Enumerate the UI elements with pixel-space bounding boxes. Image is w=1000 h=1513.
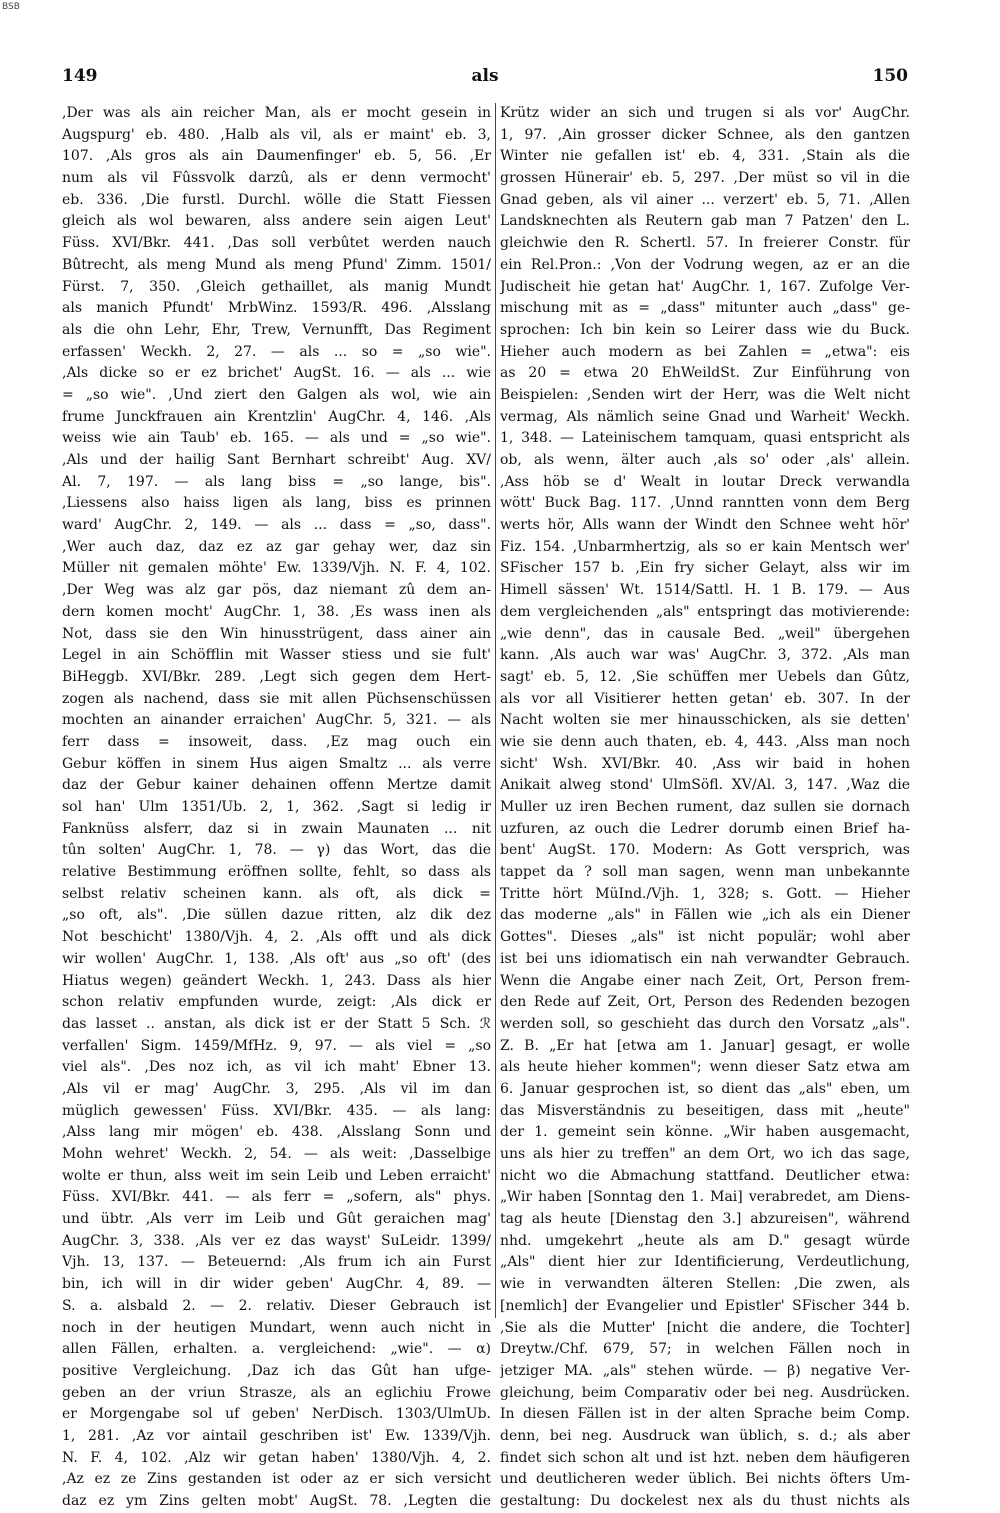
text-line: Nacht wolten sie mer hinausschicken, als sie detten' — [500, 712, 910, 729]
text-line: ,Der was als ain reicher Man, als er mocht gesein in — [62, 105, 491, 121]
text-line: denn, bei neg. Ausdruck wan üblich, s. d.; als aber — [500, 1427, 910, 1444]
text-line: schon relativ empfunden wurde, zeigt: ,Als dick er — [62, 994, 491, 1011]
text-line: weiss wie ain Taub' eb. 165. — als und = „so wie". — [62, 430, 491, 447]
left-column — [62, 103, 491, 1513]
text-line: daz ez ym Zins gelten mobt' AugSt. 78. ,Legten die — [62, 1493, 491, 1509]
text-line: ,Als dicke so er ez brichet' AugSt. 16. — als ... wie — [62, 365, 491, 382]
text-line: ,Liessens also haiss ligen als lang, biss es prinnen — [62, 495, 491, 512]
text-line: nicht wo die Abmachung stattfand. Deutlicher etwa: — [500, 1167, 910, 1184]
text-line: bent' AugSt. 170. Modern: As Gott versprich, was — [500, 842, 910, 859]
text-line: grossen Hünerair' eb. 5, 297. ,Der müst so vil in die — [500, 170, 910, 187]
text-line: das moderne „als" in Fällen wie „ich als ein Diener — [500, 907, 910, 924]
text-line: uzfuren, az ouch die Ledrer dorumb einen Brief ha- — [500, 820, 910, 837]
text-line: als manich Pfundt' MrbWinz. 1593/R. 496. ,Alsslang — [62, 300, 491, 317]
text-line: ,Als und der hailig Sant Bernhart schreibt' Aug. XV/ — [62, 452, 491, 468]
text-line: num als vil Fûssvolk darzû, als er denn vermocht' — [62, 170, 491, 187]
text-line: nhd. umgekehrt „heute als am D." gesagt würde — [500, 1232, 910, 1249]
column-divider — [495, 103, 496, 1318]
text-line: AugChr. 3, 338. ,Als ver ez das wayst' SuLeidr. 1399/ — [62, 1232, 491, 1249]
text-line: Wenn die Angabe einer nach Zeit, Ort, Person frem- — [500, 972, 910, 989]
text-line: Fürst. 7, 350. ,Gleich gethaillet, als manig Mundt — [62, 278, 491, 295]
text-line: Füss. XVI/Bkr. 441. ,Das soll verbûtet werden nauch — [62, 235, 491, 252]
text-line: gleich als wol bewaren, alss andere sein aigen Leut' — [62, 213, 491, 230]
text-line: S. a. alsbald 2. — 2. relativ. Dieser Gebrauch ist — [62, 1297, 491, 1314]
text-line: Anikait alweg stond' UlmSöfl. XV/Al. 3, 147. ,Waz die — [500, 777, 910, 794]
text-line: wolte er thun, alss weit im sein Leib und Leben erraicht' — [62, 1167, 491, 1184]
text-line: verfallen' Sigm. 1459/MfHz. 9, 97. — als viel = „so — [62, 1037, 491, 1054]
text-line: selbst relativ scheinen kann. als oft, als dick = — [62, 885, 491, 902]
page-number-left: 149 — [62, 66, 98, 86]
text-line: viel als". ,Des noz ich, as vil ich maht' Ebner 13. — [62, 1059, 491, 1076]
text-line: ,Ass höb se d' Wealt in loutar Dreck verwandla — [500, 473, 910, 490]
text-line: Fiz. 154. ,Unbarmhertzig, als so er kain Mentsch wer' — [500, 538, 910, 555]
text-line: und übtr. ,Als verr im Leib und Gût geraichen mag' — [62, 1211, 491, 1228]
text-line: Augspurg' eb. 480. ,Halb als vil, als er maint' eb. 3, — [62, 126, 491, 143]
text-line: BiHeggb. XVI/Bkr. 289. ,Legt sich gegen dem Hert- — [62, 668, 491, 685]
text-line: wött' Buck Bag. 117. ,Unnd ranntten vonn dem Berg — [500, 495, 910, 512]
text-line: ,Alss lang mir mögen' eb. 438. ,Alsslang Sonn und — [62, 1124, 491, 1141]
text-line: er Morgengabe sol uf geben' NerDisch. 1303/UlmUb. — [62, 1406, 491, 1423]
text-line: Tritte hört MüInd./Vjh. 1, 328; s. Gott. — Hieher — [500, 885, 910, 902]
text-line: werden soll, so geschieht das durch den Vorsatz „als". — [500, 1015, 910, 1032]
text-line: [nemlich] der Evangelier und Epistler' SFischer 344 b. — [500, 1297, 910, 1314]
text-line: ist bei uns idiomatisch ein nah verwandter Gebrauch. — [500, 950, 910, 967]
text-line: Gebur köffen in sinem Hus aigen Smaltz ... als verre — [62, 755, 491, 772]
text-line: daz der Gebur kainer dehainen offenn Mertze damit — [62, 777, 491, 794]
text-line: Dreytw./Chf. 679, 57; in welchen Fällen noch in — [500, 1341, 910, 1358]
text-line: Legel in ain Schöfflin mit Wasser stiess und sie fult' — [62, 647, 491, 664]
text-line: allen Fällen, erhalten. a. vergleichend: „wie". — α) — [62, 1341, 491, 1358]
text-line: Füss. XVI/Bkr. 441. — als ferr = „sofern, als" phys. — [62, 1189, 491, 1206]
text-line: ferr dass = insoweit, dass. ,Ez mag ouch ein — [62, 733, 491, 750]
text-line: sagt' eb. 5, 12. ,Sie schüffen mer Uebels dan Gûtz, — [500, 668, 910, 685]
text-line: Gnad geben, als vil ainer ... verzert' eb. 5, 71. ,Allen — [500, 191, 910, 208]
text-line: kann. ,Als auch war was' AugChr. 3, 372. ,Als man — [500, 647, 910, 664]
text-line: Not, dass sie den Win hinusstrügent, dass ainer ain — [62, 625, 491, 642]
text-line: das lasset .. anstan, als dick ist er der Statt 5 Sch. ℛ — [62, 1015, 491, 1032]
text-line: als vor all Visitierer hetten getan' eb. 307. In der — [500, 690, 910, 707]
text-line: 6. Januar gesprochen ist, so dient das „als" eben, um — [500, 1080, 910, 1097]
text-line: tag als heute [Dienstag den 3.] abzureisen", während — [500, 1211, 910, 1228]
text-line: „so oft, als". ,Die süllen dazue ritten, alz dik dez — [62, 907, 491, 924]
text-line: Z. B. „Er hat [etwa am 1. Januar] gesagt, er wolle — [500, 1037, 910, 1054]
text-line: sprochen: Ich bin kein so Leirer dass wie du Buck. — [500, 321, 910, 338]
text-line: = „so wie". ,Und ziert den Galgen als wol, wie ain — [62, 386, 491, 403]
text-line: gestaltung: Du dockelest nex als du thust nichts als — [500, 1493, 910, 1509]
text-line: ,Az ez ze Zins gestanden ist oder az er sich versicht — [62, 1471, 491, 1488]
text-line: uns als hier zu treffen" an dem Ort, wo ich das sage, — [500, 1146, 910, 1162]
text-line: erfassen' Weckh. 2, 27. — als ... so = „so wie". — [62, 343, 491, 360]
page-header — [62, 66, 908, 88]
text-line: das Misverständnis zu beseitigen, dass mit „heute" — [500, 1102, 910, 1119]
text-line: Krütz wider an sich und trugen si als vor' AugChr. — [500, 105, 910, 121]
text-line: Muller uz iren Bechen rument, daz sullen sie dornach — [500, 799, 910, 815]
text-line: müglich gewessen' Füss. XVI/Bkr. 435. — als lang: — [62, 1102, 491, 1119]
text-line: Al. 7, 197. — als lang biss = „so lange, bis". — [62, 473, 491, 490]
text-line: tappet da ? soll man sagen, wenn man unbekannte — [500, 864, 910, 881]
text-line: ob, als wenn, älter auch ,als so' oder ,als' allein. — [500, 452, 910, 468]
text-line: „Als" dient hier zur Identificierung, Verdeutlichung, — [500, 1254, 910, 1271]
text-line: zogen als nachend, dass sie mit allen Püchsenschüssen — [62, 690, 491, 707]
text-line: mochten an ainander erraichen' AugChr. 5, 321. — als — [62, 712, 491, 729]
text-line: Fanknüss alsferr, daz si in zwain Maunaten ... nit — [62, 820, 491, 837]
text-line: mischung mit as = „dass" mitunter auch „dass" ge- — [500, 300, 910, 317]
text-line: Himell sässen' Wt. 1514/Sattl. H. 1 B. 179. — Aus — [500, 582, 910, 599]
text-line: als heute hieher kommen"; wenn dieser Satz etwa am — [500, 1059, 910, 1076]
text-line: Hiatus wegen) geändert Weckh. 1, 243. Dass als hier — [62, 972, 491, 989]
text-line: Landsknechten als Reutern gab man 7 Patzen' den L. — [500, 213, 910, 230]
text-line: SFischer 157 b. ,Ein fry sicher Gelayt, alss wir im — [500, 560, 910, 577]
text-line: Winter nie gefallen ist' eb. 4, 331. ,Stain als die — [500, 148, 910, 165]
text-line: sicht' Wsh. XVI/Bkr. 40. ,Ass wir baid in hohen — [500, 755, 910, 772]
text-line: Judischeit hie getan hat' AugChr. 1, 167. Zufolge Ver- — [500, 278, 910, 295]
text-line: Vjh. 13, 137. — Beteuernd: ,Als frum ich ain Furst — [62, 1254, 491, 1271]
text-line: ward' AugChr. 2, 149. — als ... dass = „so, dass". — [62, 517, 491, 534]
text-line: N. F. 4, 102. ,Alz wir getan haben' 1380/Vjh. 4, 2. — [62, 1449, 491, 1466]
page-number-right: 150 — [872, 66, 908, 86]
text-line: 1, 281. ,Az vor aintail geschriben ist' Ew. 1339/Vjh. — [62, 1427, 491, 1444]
text-line: „wie denn", das in causale Bed. „weil" übergehen — [500, 625, 910, 642]
text-line: Bûtrecht, als meng Mund als meng Pfund' Zimm. 1501/ — [62, 256, 491, 273]
text-line: In diesen Fällen ist in der alten Sprache beim Comp. — [500, 1406, 910, 1423]
text-line: den Rede auf Zeit, Ort, Person des Redenden bezogen — [500, 994, 910, 1011]
text-line: gleichung, beim Comparativ oder bei neg. Ausdrücken. — [500, 1384, 910, 1401]
text-line: ,Wer auch daz, daz ez az gar gehay wer, daz sin — [62, 538, 491, 555]
text-line: dern komen mocht' AugChr. 1, 38. ,Es wass inen als — [62, 603, 491, 620]
text-line: relative Bestimmung eröffnen sollte, fehlt, so dass als — [62, 864, 491, 881]
right-column — [500, 103, 910, 1513]
text-line: „Wir haben [Sonntag den 1. Mai] verabredet, am Diens- — [500, 1189, 910, 1206]
text-line: geben an der vriun Strasze, als an eglichiu Frowe — [62, 1384, 491, 1401]
text-line: wie in verwandten älteren Stellen: ,Die zwen, als — [500, 1276, 910, 1293]
text-line: gleichwie den R. Schertl. 57. In freierer Constr. für — [500, 235, 910, 252]
text-line: ,Sie als die Mutter' [nicht die andere, die Tochter] — [500, 1319, 910, 1336]
library-stamp: BSB — [2, 2, 20, 12]
text-line: ,Der Weg was alz gar pös, daz niemant zû dem an- — [62, 582, 491, 599]
text-line: werts hör, Alls wann der Windt den Schnee weht hör' — [500, 517, 910, 534]
text-line: sol han' Ulm 1351/Ub. 2, 1, 362. ,Sagt si ledig ir — [62, 799, 491, 815]
text-line: Gottes". Dieses „als" ist nicht populär; wohl aber — [500, 929, 910, 946]
text-line: 1, 348. — Lateinischem tamquam, quasi entspricht als — [500, 430, 910, 447]
text-line: Mohn wehret' Weckh. 2, 54. — als weit: ,Dasselbige — [62, 1146, 491, 1162]
text-line: eb. 336. ,Die furstl. Durchl. wölle die Statt Fiessen — [62, 191, 491, 208]
text-line: wir wollen' AugChr. 1, 138. ,Als oft' aus „so oft' (des — [62, 950, 491, 967]
text-line: noch in der heutigen Mundart, wenn auch nicht in — [62, 1319, 491, 1336]
text-line: ,Als vil er mag' AugChr. 3, 295. ,Als vil im dan — [62, 1080, 491, 1097]
text-line: Müller nit gemalen möhte' Ew. 1339/Vjh. N. F. 4, 102. — [62, 560, 491, 577]
running-title: als — [471, 66, 499, 86]
text-line: Hieher auch modern as bei Zahlen = „etwa": eis — [500, 343, 910, 360]
text-line: positive Vergleichung. ,Daz ich das Gût han ufge- — [62, 1362, 491, 1379]
text-line: wie sie denn auch thaten, eb. 4, 443. ,Alss man noch — [500, 733, 910, 750]
text-line: als die ohn Lehr, Ehr, Trew, Vernunfft, Das Regiment — [62, 321, 491, 338]
text-line: 1, 97. ,Ain grosser dicker Schnee, als den gantzen — [500, 126, 910, 143]
text-line: ein Rel.Pron.: ,Von der Vodrung wegen, az er an die — [500, 256, 910, 273]
text-line: as 20 = etwa 20 EhWeildSt. Zur Einführung von — [500, 365, 910, 382]
text-line: dem vergleichenden „als" entspringt das motivierende: — [500, 603, 910, 620]
text-line: der 1. gemeint sein könne. „Wir haben ausgemacht, — [500, 1124, 910, 1141]
text-line: und deutlicheren weder üblich. Bei nichts öfters Um- — [500, 1471, 910, 1488]
text-line: findet sich schon alt und ist hzt. neben dem häufigeren — [500, 1449, 910, 1466]
text-line: frume Junckfrauen ain Krentzlin' AugChr. 4, 146. ,Als — [62, 408, 491, 425]
text-line: Beispielen: ,Senden wirt der Herr, was die Welt nicht — [500, 386, 910, 403]
text-line: jetziger MA. „als" stehen würde. — β) negative Ver- — [500, 1362, 910, 1379]
text-line: 107. ,Als gros als ain Daumenfinger' eb. 5, 56. ,Er — [62, 148, 491, 165]
text-line: bin, ich will in dir wider geben' AugChr. 4, 89. — — [62, 1276, 491, 1293]
text-line: vermag, Als nämlich seine Gnad und Warheit' Weckh. — [500, 408, 910, 425]
text-line: tûn solten' AugChr. 1, 78. — γ) das Wort, das die — [62, 842, 491, 859]
text-line: Not beschicht' 1380/Vjh. 4, 2. ,Als offt und als dick — [62, 929, 491, 946]
